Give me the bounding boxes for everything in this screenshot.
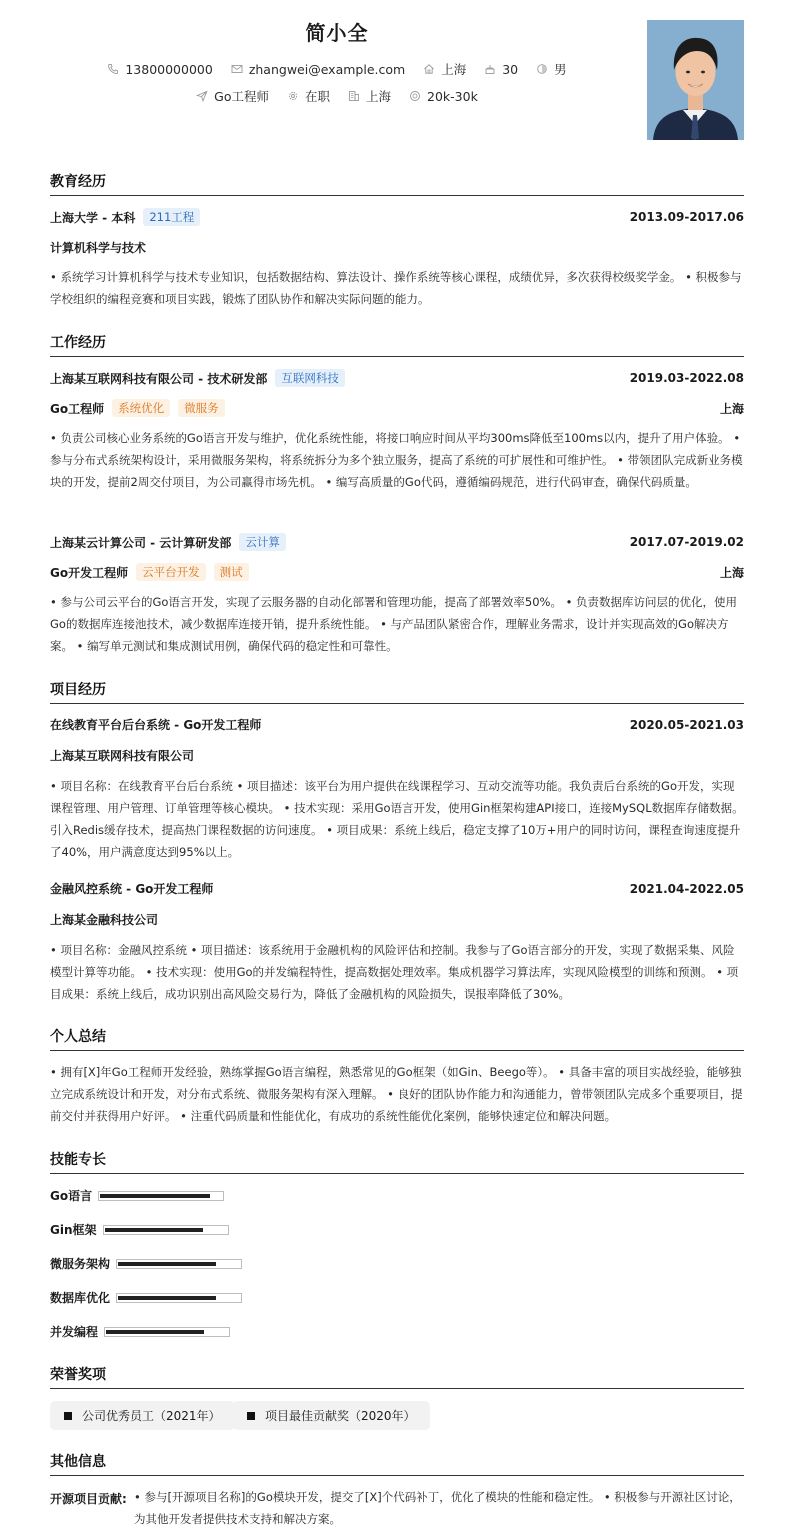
candidate-name: 简小全 — [305, 21, 369, 45]
skill-bar — [98, 1191, 224, 1201]
project-company-row — [50, 911, 744, 928]
target-city-text: 上海 — [366, 89, 392, 104]
cake-icon — [484, 63, 496, 75]
contact-row — [0, 60, 674, 78]
skill-row — [50, 1289, 242, 1306]
skill-level-fill — [105, 1228, 203, 1232]
other-text: • 参与[开源项目名称]的Go模块开发，提交了[X]个代码补丁，优化了模块的性能和稳定性。 • 积极参与开源社区讨论，为其他开发者提供技术支持和解决方案。 — [134, 1490, 741, 1526]
building-icon — [348, 90, 360, 102]
skill-bar — [116, 1293, 242, 1303]
gear-icon — [287, 90, 299, 102]
project-company-row — [50, 747, 744, 764]
job-description: • 参与公司云平台的Go语言开发，实现了云服务器的自动化部署和管理功能，提高了部署效率50%。 • 负责数据库访问层的优化，使用Go的数据库连接池技术，减少数据库连接开销，提升系统性能。 • 与产品团队紧密合作，理解业务需求，设计并实现高效的Go解决方案。 • 编写单元测试和集成测试用例，确保代码的稳定性和可靠性。 — [50, 595, 738, 653]
email-item — [231, 62, 405, 77]
project-description: • 项目名称：在线教育平台后台系统 • 项目描述：该平台为用户提供在线课程学习、互动交流等功能。我负责后台系统的Go开发，实现课程管理、用户管理、订单管理等核心模块。 • 技术实现：采用Go语言开发，使用Gin框架构建API接口，连接MySQL数据库存储数据。引入Redis缓存技术，提高热门课程数据的访问速度。 • 项目成果：系统上线后，稳定支撑了10万+用户的同时访问，课程查询速度提升了40%，用户满意度达到95%以上。 — [50, 779, 744, 859]
award-text: 公司优秀员工（2021年） — [82, 1409, 221, 1423]
job-intent-row — [0, 87, 674, 105]
education-section-title: 教育经历 — [50, 171, 744, 196]
skill-tag: 云平台开发 — [136, 563, 206, 581]
education-period: 2013.09-2017.06 — [629, 210, 744, 224]
location-item — [423, 60, 466, 78]
skill-level-fill — [106, 1330, 204, 1334]
email-address: zhangwei@example.com — [248, 61, 406, 77]
job-header-row — [50, 533, 744, 551]
education-header-row — [50, 208, 744, 226]
profile-photo — [647, 20, 744, 140]
avatar-illustration — [647, 20, 744, 140]
industry-tag: 互联网科技 — [275, 369, 345, 387]
project-name: 在线教育平台后台系统 - Go开发工程师 — [50, 718, 262, 732]
job-period: 2017.07-2019.02 — [629, 535, 744, 549]
skill-bar — [104, 1327, 230, 1337]
projects-section-title: 项目经历 — [50, 679, 744, 704]
position-name: Go开发工程师 — [50, 565, 129, 580]
home-icon — [423, 63, 435, 75]
skill-tag: 微服务 — [178, 399, 225, 417]
skill-level-fill — [100, 1194, 210, 1198]
skill-row — [50, 1255, 242, 1272]
status-text: 在职 — [305, 89, 331, 104]
status-item — [287, 87, 330, 105]
gender-item — [536, 60, 567, 78]
skill-tag: 测试 — [214, 563, 249, 581]
age-text: 30 — [502, 61, 519, 77]
skill-level-fill — [118, 1262, 216, 1266]
job-position-row — [50, 563, 744, 581]
project-company: 上海某金融科技公司 — [50, 913, 159, 927]
major-row — [50, 239, 744, 256]
awards-section-title: 荣誉奖项 — [50, 1364, 744, 1389]
phone-item — [107, 62, 212, 77]
phone-icon — [107, 63, 119, 75]
job-description: • 负责公司核心业务系统的Go语言开发与维护，优化系统性能，将接口响应时间从平均300ms降低至100ms以内，提升了用户体验。 • 参与分布式系统架构设计，采用微服务架构，将系统拆分为多个独立服务，提高了系统的可扩展性和可维护性。 • 带领团队完成新业务模块的开发，提前2周交付项目，为公司赢得市场先机。 • 编写高质量的Go代码，遵循编码规范，进行代码审查，确保代码质量。 — [50, 431, 743, 489]
summary-text: • 拥有[X]年Go工程师开发经验，熟练掌握Go语言编程，熟悉常见的Go框架（如Gin、Beego等）。 • 具备丰富的项目实战经验，能够独立完成系统设计和开发，对分布式系统、微服务架构有深入理解。 • 良好的团队协作能力和沟通能力，曾带领团队完成多个重要项目，提前交付并获得用户好评。 • 注重代码质量和性能优化，有成功的系统性能优化案例，能够快速定位和解决问题。 — [50, 1065, 743, 1123]
resume-header — [0, 0, 794, 150]
project-company: 上海某互联网科技有限公司 — [50, 749, 195, 763]
skills-section-title: 技能专长 — [50, 1149, 744, 1174]
skill-row — [50, 1323, 230, 1340]
work-section-title: 工作经历 — [50, 332, 744, 357]
job-header-row — [50, 369, 744, 387]
skill-name: Go语言 — [50, 1189, 93, 1203]
skill-bar — [103, 1225, 229, 1235]
company-name: 上海某互联网科技有限公司 - 技术研发部 — [50, 371, 268, 386]
salary-text: 20k-30k — [427, 88, 478, 104]
phone-number: 13800000000 — [125, 61, 213, 77]
award-chip — [50, 1401, 235, 1430]
major-name: 计算机科学与技术 — [50, 241, 147, 255]
project-description: • 项目名称：金融风控系统 • 项目描述：该系统用于金融机构的风险评估和控制。我参与了Go语言部分的开发，实现了数据采集、风险模型计算等功能。 • 技术实现：使用Go的并发编程特性，提高数据处理效率。集成机器学习算法库，实现风险模型的训练和预测。 • 项目成果：系统上线后，成功识别出高风险交易行为，降低了金融机构的风险损失，误报率降低了30%。 — [50, 943, 739, 1001]
age-item — [484, 62, 518, 77]
project-period: 2021.04-2022.05 — [629, 881, 744, 896]
mail-icon — [231, 63, 243, 75]
other-section-title: 其他信息 — [50, 1451, 744, 1476]
salary-item — [409, 89, 478, 104]
bullet-square-icon — [64, 1412, 72, 1420]
other-label: 开源项目贡献: — [50, 1492, 127, 1506]
project-name: 金融风控系统 - Go开发工程师 — [50, 882, 214, 896]
skill-bar — [116, 1259, 242, 1269]
award-text: 项目最佳贡献奖（2020年） — [265, 1409, 416, 1423]
job-position-row — [50, 399, 744, 417]
send-icon — [196, 90, 208, 102]
skill-tag: 系统优化 — [112, 399, 170, 417]
skill-row — [50, 1187, 224, 1204]
bullet-square-icon — [247, 1412, 255, 1420]
industry-tag: 云计算 — [239, 533, 286, 551]
job-period: 2019.03-2022.08 — [629, 371, 744, 385]
skill-row — [50, 1221, 229, 1238]
skill-level-fill — [118, 1296, 216, 1300]
school-name: 上海大学 - 本科 — [50, 210, 136, 225]
award-chip — [233, 1401, 430, 1430]
location-text: 上海 — [441, 62, 467, 77]
project-header-row — [50, 880, 744, 897]
skill-name: 数据库优化 — [50, 1291, 111, 1305]
position-name: Go工程师 — [50, 401, 105, 416]
job-title-item — [196, 87, 269, 105]
summary-section-title: 个人总结 — [50, 1026, 744, 1051]
job-title-text: Go工程师 — [214, 89, 269, 104]
project-period: 2020.05-2021.03 — [629, 717, 744, 732]
gender-icon — [536, 63, 548, 75]
target-city-item — [348, 87, 391, 105]
coin-icon — [409, 90, 421, 102]
job-city: 上海 — [719, 401, 744, 416]
skill-name: Gin框架 — [50, 1223, 97, 1237]
skill-name: 并发编程 — [50, 1325, 99, 1339]
company-name: 上海某云计算公司 - 云计算研发部 — [50, 535, 232, 550]
gender-text: 男 — [554, 62, 567, 77]
school-tag: 211工程 — [143, 208, 200, 226]
education-description: • 系统学习计算机科学与技术专业知识，包括数据结构、算法设计、操作系统等核心课程，成绩优异，多次获得校级奖学金。 • 积极参与学校组织的编程竞赛和项目实践，锻炼了团队协作和解决实际问题的能力。 — [50, 270, 742, 306]
job-city: 上海 — [719, 565, 744, 580]
project-header-row — [50, 716, 744, 733]
skill-name: 微服务架构 — [50, 1257, 111, 1271]
